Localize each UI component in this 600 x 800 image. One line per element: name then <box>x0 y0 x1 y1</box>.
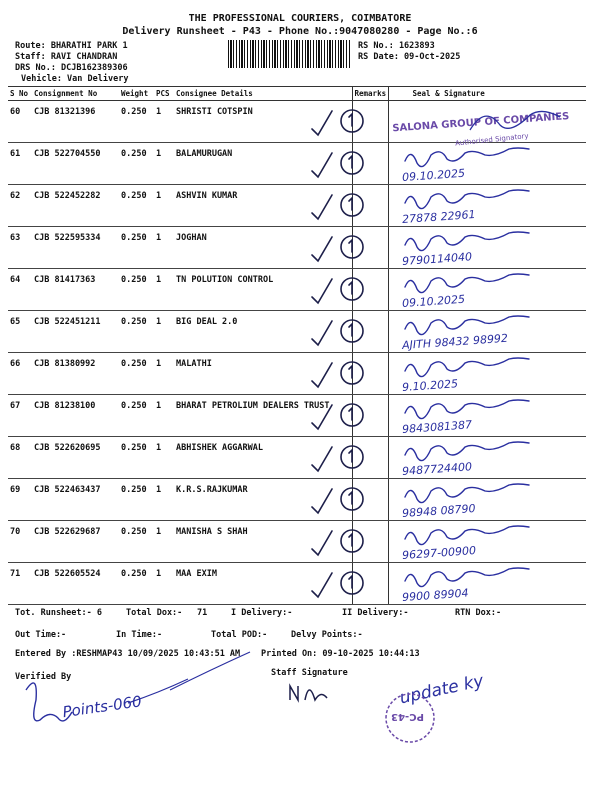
row-consignee: ASHVIN KUMAR <box>174 185 352 227</box>
row-pcs: 1 <box>154 521 174 563</box>
in-time: In Time:- <box>116 630 163 640</box>
row-consignee: BHARAT PETROLIUM DEALERS TRUST <box>174 395 352 437</box>
row-weight: 0.250 <box>119 269 154 311</box>
printed-on: Printed On: 09-10-2025 10:44:13 <box>261 649 420 659</box>
row-weight: 0.250 <box>119 563 154 605</box>
update-note: update ky <box>397 671 486 709</box>
row-sno: 70 <box>8 521 32 563</box>
table-header-row <box>8 87 586 101</box>
barcode-image <box>228 40 350 68</box>
row-consignee: BIG DEAL 2.0 <box>174 311 352 353</box>
table-row <box>8 479 586 521</box>
col-header-pcs: PCS <box>154 87 174 101</box>
signature-note: 98948 08790 <box>401 501 476 521</box>
signature-note: 9900 89904 <box>401 586 469 605</box>
row-sno: 65 <box>8 311 32 353</box>
row-consignment-no: CJB 522605524 <box>32 563 119 605</box>
tot-runsheet: Tot. Runsheet:- 6 <box>15 608 102 618</box>
col-header-consignment: Consignment No <box>32 87 119 101</box>
out-time: Out Time:- <box>15 630 67 640</box>
row-sno: 63 <box>8 227 32 269</box>
row-pcs: 1 <box>154 185 174 227</box>
row-weight: 0.250 <box>119 227 154 269</box>
row-consignee: SHRISTI COTSPIN <box>174 101 352 143</box>
row-consignee: MALATHI <box>174 353 352 395</box>
table-row <box>8 563 586 605</box>
signature-note: 9487724400 <box>401 460 473 479</box>
signature-note: 09.10.2025 <box>401 292 466 311</box>
col-header-weight: Weight <box>119 87 154 101</box>
row-signature <box>388 143 586 185</box>
row-signature <box>388 479 586 521</box>
col-header-consignee: Consignee Details <box>174 87 352 101</box>
staff-signature <box>290 686 327 700</box>
row-remarks <box>352 227 388 269</box>
delvy-points: Delvy Points:- <box>291 630 363 640</box>
row-remarks <box>352 395 388 437</box>
row-weight: 0.250 <box>119 311 154 353</box>
col-header-remarks: Remarks <box>352 87 388 101</box>
stamp-pc43-text: PC-43 <box>391 711 424 722</box>
row-weight: 0.250 <box>119 437 154 479</box>
col-header-sno: S No <box>8 87 32 101</box>
signature-note: 09.10.2025 <box>401 166 466 185</box>
staff-label: Staff: RAVI CHANDRAN <box>15 52 118 62</box>
row-signature <box>388 227 586 269</box>
row-pcs: 1 <box>154 269 174 311</box>
row-consignment-no: CJB 522452282 <box>32 185 119 227</box>
row-signature <box>388 269 586 311</box>
entered-by: Entered By :RESHMAP43 10/09/2025 10:43:51 AM <box>15 649 241 659</box>
signature-note: 9790114040 <box>401 250 473 269</box>
row-signature <box>388 101 586 143</box>
table-row <box>8 353 586 395</box>
row-remarks <box>352 269 388 311</box>
row-pcs: 1 <box>154 353 174 395</box>
row-weight: 0.250 <box>119 479 154 521</box>
runsheet-table <box>8 86 586 605</box>
rs-date: RS Date: 09-Oct-2025 <box>358 52 461 62</box>
row-consignee: BALAMURUGAN <box>174 143 352 185</box>
table-row <box>8 101 586 143</box>
rs-number: RS No.: 1623893 <box>358 41 435 51</box>
stamp-company-name: SALONA GROUP OF COMPANIES <box>392 111 570 135</box>
row-consignee: MANISHA S SHAH <box>174 521 352 563</box>
row-remarks <box>352 101 388 143</box>
row-consignment-no: CJB 522629687 <box>32 521 119 563</box>
rtn-dox: RTN Dox:- <box>455 608 502 618</box>
row-remarks <box>352 479 388 521</box>
row-sno: 68 <box>8 437 32 479</box>
row-weight: 0.250 <box>119 521 154 563</box>
row-pcs: 1 <box>154 479 174 521</box>
total-dox-value: 71 <box>197 608 208 618</box>
row-pcs: 1 <box>154 395 174 437</box>
col-header-signature: Seal & Signature <box>388 87 586 101</box>
verified-points-note: Points-060 <box>61 692 143 722</box>
row-remarks <box>352 311 388 353</box>
row-sno: 60 <box>8 101 32 143</box>
row-consignment-no: CJB 81380992 <box>32 353 119 395</box>
table-row <box>8 521 586 563</box>
row-sno: 67 <box>8 395 32 437</box>
row-weight: 0.250 <box>119 101 154 143</box>
row-pcs: 1 <box>154 227 174 269</box>
total-pod: Total POD:- <box>211 630 268 640</box>
row-weight: 0.250 <box>119 353 154 395</box>
row-weight: 0.250 <box>119 185 154 227</box>
company-title: THE PROFESSIONAL COURIERS, COIMBATORE <box>188 13 412 24</box>
row-remarks <box>352 185 388 227</box>
row-pcs: 1 <box>154 101 174 143</box>
row-weight: 0.250 <box>119 143 154 185</box>
row-consignment-no: CJB 522595334 <box>32 227 119 269</box>
route-label: Route: BHARATHI PARK 1 <box>15 41 128 51</box>
row-signature <box>388 311 586 353</box>
drs-label: DRS No.: DCJB162389306 <box>15 63 128 73</box>
row-pcs: 1 <box>154 563 174 605</box>
table-row <box>8 395 586 437</box>
verified-by-label: Verified By <box>15 672 72 682</box>
signature-note: 96297-00900 <box>401 543 477 563</box>
row-consignee: ABHISHEK AGGARWAL <box>174 437 352 479</box>
table-row <box>8 437 586 479</box>
row-sno: 71 <box>8 563 32 605</box>
row-pcs: 1 <box>154 311 174 353</box>
table-row <box>8 311 586 353</box>
row-consignee: JOGHAN <box>174 227 352 269</box>
runsheet-subtitle: Delivery Runsheet - P43 - Phone No.:9047080280 - Page No.:6 <box>122 26 478 37</box>
row-remarks <box>352 143 388 185</box>
row-consignment-no: CJB 81417363 <box>32 269 119 311</box>
signature-note: 9.10.2025 <box>401 377 459 395</box>
staff-signature-label: Staff Signature <box>271 668 348 678</box>
row-sno: 64 <box>8 269 32 311</box>
row-consignee: TN POLUTION CONTROL <box>174 269 352 311</box>
row-consignee: K.R.S.RAJKUMAR <box>174 479 352 521</box>
table-row <box>8 269 586 311</box>
row-consignment-no: CJB 81321396 <box>32 101 119 143</box>
row-consignment-no: CJB 522620695 <box>32 437 119 479</box>
row-signature <box>388 521 586 563</box>
row-consignee: MAA EXIM <box>174 563 352 605</box>
row-remarks <box>352 437 388 479</box>
row-signature <box>388 437 586 479</box>
row-remarks <box>352 563 388 605</box>
signature-note: 9843081387 <box>401 418 473 437</box>
row-sno: 69 <box>8 479 32 521</box>
verified-signature <box>26 683 72 721</box>
ii-delivery: II Delivery:- <box>342 608 409 618</box>
vehicle-label: Vehicle: Van Delivery <box>21 74 129 84</box>
row-signature <box>388 563 586 605</box>
row-remarks <box>352 521 388 563</box>
row-pcs: 1 <box>154 437 174 479</box>
row-signature <box>388 185 586 227</box>
row-consignment-no: CJB 522463437 <box>32 479 119 521</box>
row-signature <box>388 353 586 395</box>
row-signature <box>388 395 586 437</box>
signature-note: AJITH 98432 98992 <box>401 331 509 353</box>
row-pcs: 1 <box>154 143 174 185</box>
row-consignment-no: CJB 81238100 <box>32 395 119 437</box>
row-sno: 66 <box>8 353 32 395</box>
row-weight: 0.250 <box>119 395 154 437</box>
row-sno: 61 <box>8 143 32 185</box>
stamp-authorised-signatory: Authorised Signatory <box>454 131 529 148</box>
pc43-stamp <box>386 694 434 742</box>
i-delivery: I Delivery:- <box>231 608 293 618</box>
total-dox-label: Total Dox:- <box>126 608 183 618</box>
row-remarks <box>352 353 388 395</box>
signature-note: 27878 22961 <box>401 207 476 227</box>
row-consignment-no: CJB 522451211 <box>32 311 119 353</box>
table-row <box>8 143 586 185</box>
row-consignment-no: CJB 522704550 <box>32 143 119 185</box>
table-row <box>8 227 586 269</box>
table-row <box>8 185 586 227</box>
row-sno: 62 <box>8 185 32 227</box>
